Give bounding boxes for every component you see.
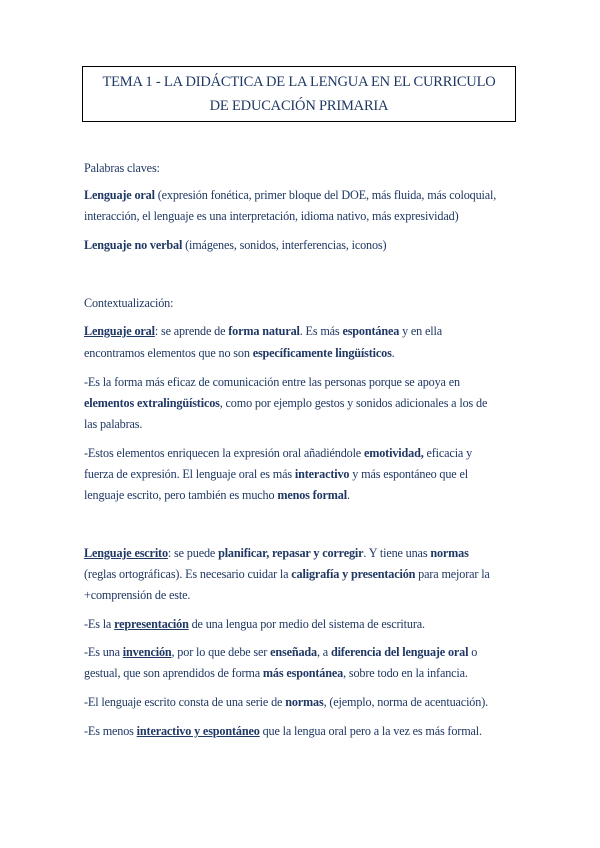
written-para-1-line-2: (reglas ortográficas). Es necesario cuidar la caligrafía y presentación para mejorar la <box>84 567 490 581</box>
keyword-oral-desc-1: (expresión fonética, primer bloque del DOE, más fluida, más coloquial, <box>154 188 497 202</box>
keyword-nonverbal-term: Lenguaje no verbal <box>84 238 183 252</box>
keyword-nonverbal-line <box>84 235 514 256</box>
written-para-3-line-1: -Es una invención, por lo que debe ser enseñada, a diferencia del lenguaje oral o <box>84 645 478 659</box>
keyword-oral-line-1 <box>84 185 514 206</box>
oral-para-3-line-1: -Estos elementos enriquecen la expresión oral añadiéndole emotividad, eficacia y <box>84 446 473 460</box>
keyword-nonverbal-desc: (imágenes, sonidos, interferencias, iconos) <box>182 238 387 252</box>
written-para-1-line-1: Lenguaje escrito: se puede planificar, repasar y corregir. Y tiene unas normas <box>84 546 469 560</box>
written-para-3-line-2: gestual, que son aprendidos de forma más espontánea, sobre todo en la infancia. <box>84 666 468 680</box>
oral-para-3-line-3: lenguaje escrito, pero también es mucho menos formal. <box>84 488 350 502</box>
keyword-oral-line-2: interacción, el lenguaje es una interpretación, idioma nativo, más expresividad) <box>84 209 459 223</box>
oral-term: Lenguaje oral <box>84 324 155 338</box>
oral-para-3-line-2: fuerza de expresión. El lenguaje oral es más interactivo y más espontáneo que el <box>84 467 468 481</box>
written-term: Lenguaje escrito <box>84 546 168 560</box>
written-para-2: -Es la representación de una lengua por medio del sistema de escritura. <box>84 617 425 631</box>
written-para-1-line-3: +comprensión de este. <box>84 588 191 602</box>
oral-para-1-line-1: Lenguaje oral: se aprende de forma natural. Es más espontánea y en ella <box>84 324 443 338</box>
context-heading: Contextualización: <box>84 296 174 310</box>
title-line-2: DE EDUCACIÓN PRIMARIA <box>209 98 389 114</box>
oral-para-2-line-2: elementos extralingüísticos, como por ejemplo gestos y sonidos adicionales a los de <box>84 396 488 410</box>
written-para-5: -Es menos interactivo y espontáneo que la lengua oral pero a la vez es más formal. <box>84 724 482 738</box>
title-box <box>82 66 516 122</box>
keywords-heading: Palabras claves: <box>84 161 160 175</box>
oral-para-2-line-3: las palabras. <box>84 417 143 431</box>
keyword-oral-term: Lenguaje oral <box>84 188 155 202</box>
title-line-1: TEMA 1 - LA DIDÁCTICA DE LA LENGUA EN EL CURRICULO <box>102 74 496 90</box>
oral-para-2-line-1: -Es la forma más eficaz de comunicación entre las personas porque se apoya en <box>84 375 460 389</box>
oral-para-1-line-2: encontramos elementos que no son específicamente lingüísticos. <box>84 346 395 360</box>
written-para-4: -El lenguaje escrito consta de una serie de normas, (ejemplo, norma de acentuación). <box>84 695 488 709</box>
